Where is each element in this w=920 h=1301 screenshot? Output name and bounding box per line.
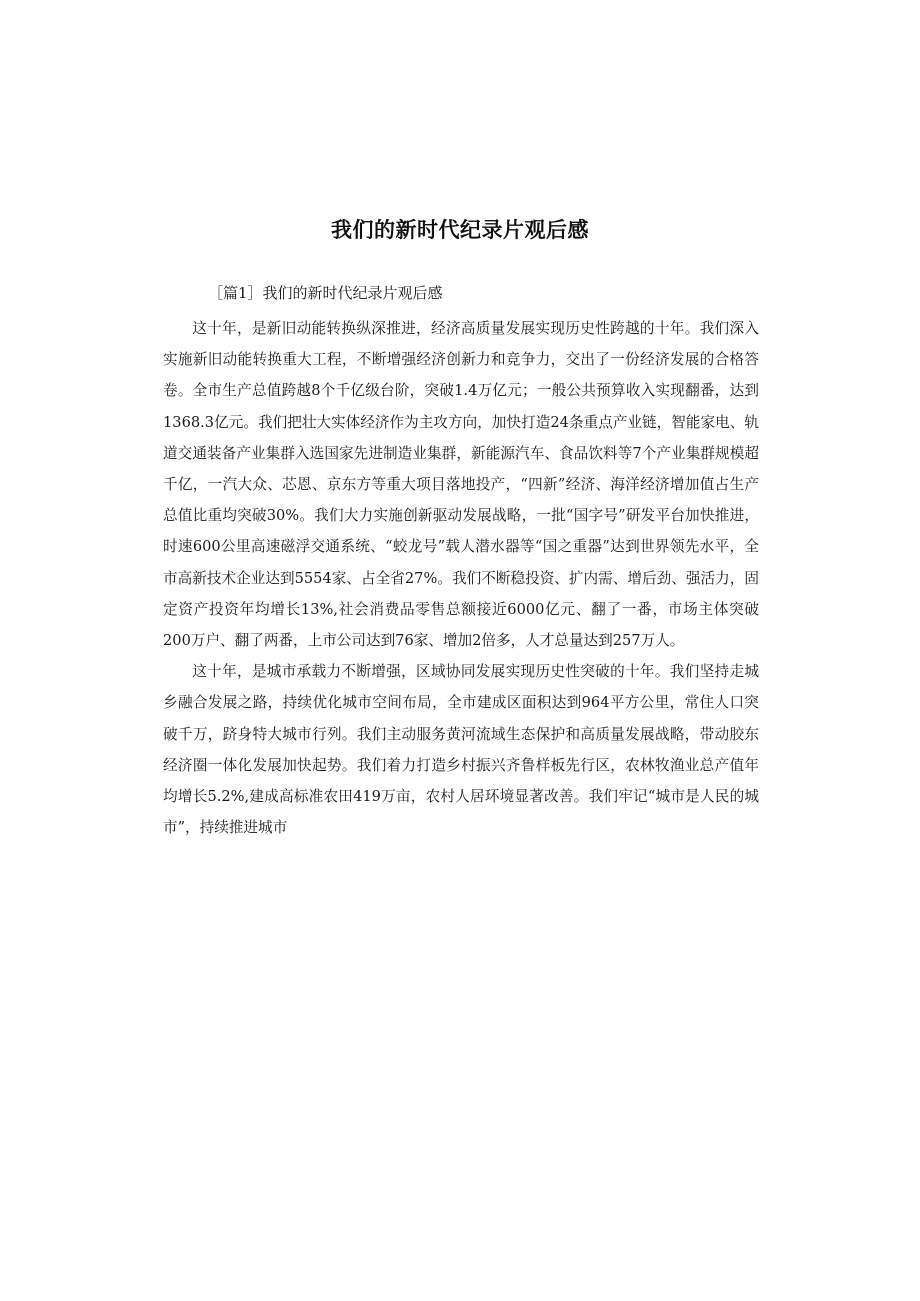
section-heading: ［篇1］我们的新时代纪录片观后感 bbox=[208, 284, 443, 302]
paragraph-1: 这十年，是新旧动能转换纵深推进，经济高质量发展实现历史性跨越的十年。我们深入实施新旧动能转换重大工程，不断增强经济创新力和竞争力，交出了一份经济发展的合格答卷。全市生产总值跨越8个千亿级台阶，突破1.4万亿元；一般公共预算收入实现翻番，达到1368.3亿元。我们把壮大实体经济作为主攻方向，加快打造24条重点产业链，智能家电、轨道交通装备产业集群入选国家先进制造业集群，新能源汽车、食品饮料等7个产业集群规模超千亿，一汽大众、芯恩、京东方等重大项目落地投产，“四新”经济、海洋经济增加值占生产总值比重均突破30%。我们大力实施创新驱动发展战略，一批“国字号”研发平台加快推进，时速600公里高速磁浮交通系统、“蛟龙号”载人潜水器等“国之重器”达到世界领先水平，全市高新技术企业达到5554家、占全省27%。我们不断稳投资、扩内需、增后劲、强活力，固定资产投资年均增长13%,社会消费品零售总额接近6000亿元、翻了一番，市场主体突破200万户、翻了两番，上市公司达到76家、增加2倍多，人才总量达到257万人。 bbox=[163, 320, 759, 650]
document-body bbox=[163, 313, 759, 843]
document-title: 我们的新时代纪录片观后感 bbox=[331, 218, 589, 242]
paragraph-2: 这十年，是城市承载力不断增强，区域协同发展实现历史性突破的十年。我们坚持走城乡融合发展之路，持续优化城市空间布局，全市建成区面积达到964平方公里，常住人口突破千万，跻身特大城市行列。我们主动服务黄河流域生态保护和高质量发展战略，带动胶东经济圈一体化发展加快起势。我们着力打造乡村振兴齐鲁样板先行区，农林牧渔业总产值年均增长5.2%,建成高标准农田419万亩，农村人居环境显著改善。我们牢记“城市是人民的城市”，持续推进城市 bbox=[163, 663, 759, 837]
